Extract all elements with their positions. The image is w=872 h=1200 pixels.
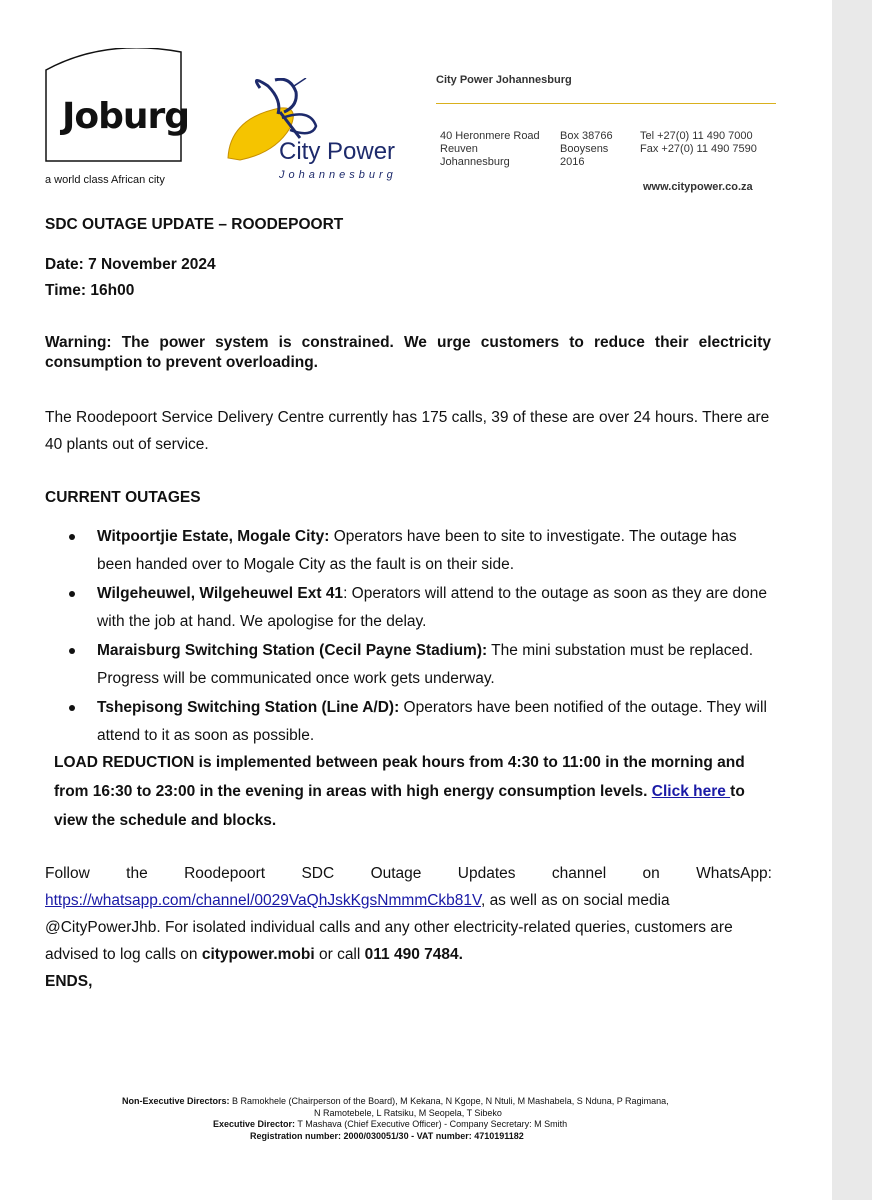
outage-text: Operators have been notified of the outage. They will attend to it as soon as possible. [97,699,767,744]
outage-area: Wilgeheuwel, Wilgeheuwel Ext 41 [97,585,344,602]
intro-paragraph: The Roodepoort Service Delivery Centre currently has 175 calls, 39 of these are over 24 hours. There are 40 plants out of service. [45,409,770,453]
header-rule [436,103,776,104]
outage-item [97,694,773,750]
postal-line: Booysens [560,143,609,155]
outage-text: : Operators will attend to the outage as soon as they are done with the job at hand. We apologise for the delay. [97,585,767,630]
page-margin [832,0,872,1200]
follow-line: Follow the Roodepoort SDC Outage Updates channel on WhatsApp: [45,865,772,882]
footer-ned-line-2: N Ramotebele, L Ratsiku, M Seopela, T Sibeko [314,1107,502,1118]
street-address [440,130,540,169]
footer-ned-label: Non-Executive Directors: [122,1096,230,1106]
postal-address [560,130,613,169]
call-number: 011 490 7484. [364,946,463,963]
footer [100,1096,780,1142]
bullet-icon [69,591,75,597]
outages-list [97,523,773,751]
bullet-icon [69,534,75,540]
company-name: City Power Johannesburg [436,74,572,86]
website: www.citypower.co.za [643,181,753,193]
outage-item [97,637,773,693]
ends-marker: ENDS, [45,973,93,990]
whatsapp-channel-link[interactable]: https://whatsapp.com/channel/0029VaQhJskKgsNmmmCkb81V [45,892,481,909]
address-line: Reuven [440,143,478,155]
footer-registration: Registration number: 2000/030051/30 - VAT number: 4710191182 [250,1130,524,1141]
load-reduction-text: LOAD REDUCTION is implemented between peak hours from 4:30 to 11:00 in the morning and from 16:30 to 23:00 in the evening in areas with high energy consumption levels. [54,754,745,800]
outage-item [97,523,773,579]
outage-item [97,580,773,636]
document-title: SDC OUTAGE UPDATE – ROODEPOORT [45,216,344,233]
footer-ned-line [100,1096,780,1108]
postal-line: 2016 [560,156,585,168]
joburg-logo: Joburg [62,96,190,137]
bullet-icon [69,648,75,654]
load-reduction-text-end: to view the schedule and blocks. [54,783,745,829]
footer-ned-names: B Ramokhele (Chairperson of the Board), M Kekana, N Kgope, N Ntuli, M Mashabela, S Nduna, P Ragimana, [229,1096,669,1106]
load-reduction-paragraph [54,748,774,835]
follow-text: , as well as on social media @CityPowerJhb. For isolated individual calls and any other electricity-related queries, customers are advised to log calls on [45,892,733,963]
outage-text: The mini substation must be replaced. Progress will be communicated once work gets underway. [97,642,754,687]
address-line: Johannesburg [440,156,510,168]
footer-exec-text: T Mashava (Chief Executive Officer) - Company Secretary: M Smith [295,1119,568,1129]
city-power-logo-subtitle: Johannesburg [279,169,397,181]
click-here-link[interactable]: Click here [651,783,731,800]
footer-exec-label: Executive Director: [213,1119,296,1129]
warning-paragraph: Warning: The power system is constrained. We urge customers to reduce their electricity consumption to prevent overloading. [45,334,771,371]
telephone: Tel +27(0) 11 490 7000 [640,130,753,142]
address-line: 40 Heronmere Road [440,130,540,142]
contact-numbers [640,130,757,156]
outages-heading: CURRENT OUTAGES [45,489,201,506]
outage-area: Witpoortjie Estate, Mogale City: [97,528,330,545]
city-power-logo-name: City Power [279,138,396,165]
date: Date: 7 November 2024 [45,256,216,273]
citypower-mobi: citypower.mobi [201,946,315,963]
follow-text: or call [314,946,365,963]
outage-area: Tshepisong Switching Station (Line A/D): [97,699,400,716]
joburg-tagline: a world class African city [45,174,165,186]
time: Time: 16h00 [45,282,135,299]
outage-text: Operators have been to site to investigate. The outage has been handed over to Mogale City as the fault is on their side. [97,528,737,573]
outage-area: Maraisburg Switching Station (Cecil Payne Stadium): [97,642,488,659]
follow-paragraph [45,860,772,968]
fax: Fax +27(0) 11 490 7590 [640,143,757,155]
bullet-icon [69,705,75,711]
footer-exec-line [100,1119,780,1131]
postal-line: Box 38766 [560,130,613,142]
